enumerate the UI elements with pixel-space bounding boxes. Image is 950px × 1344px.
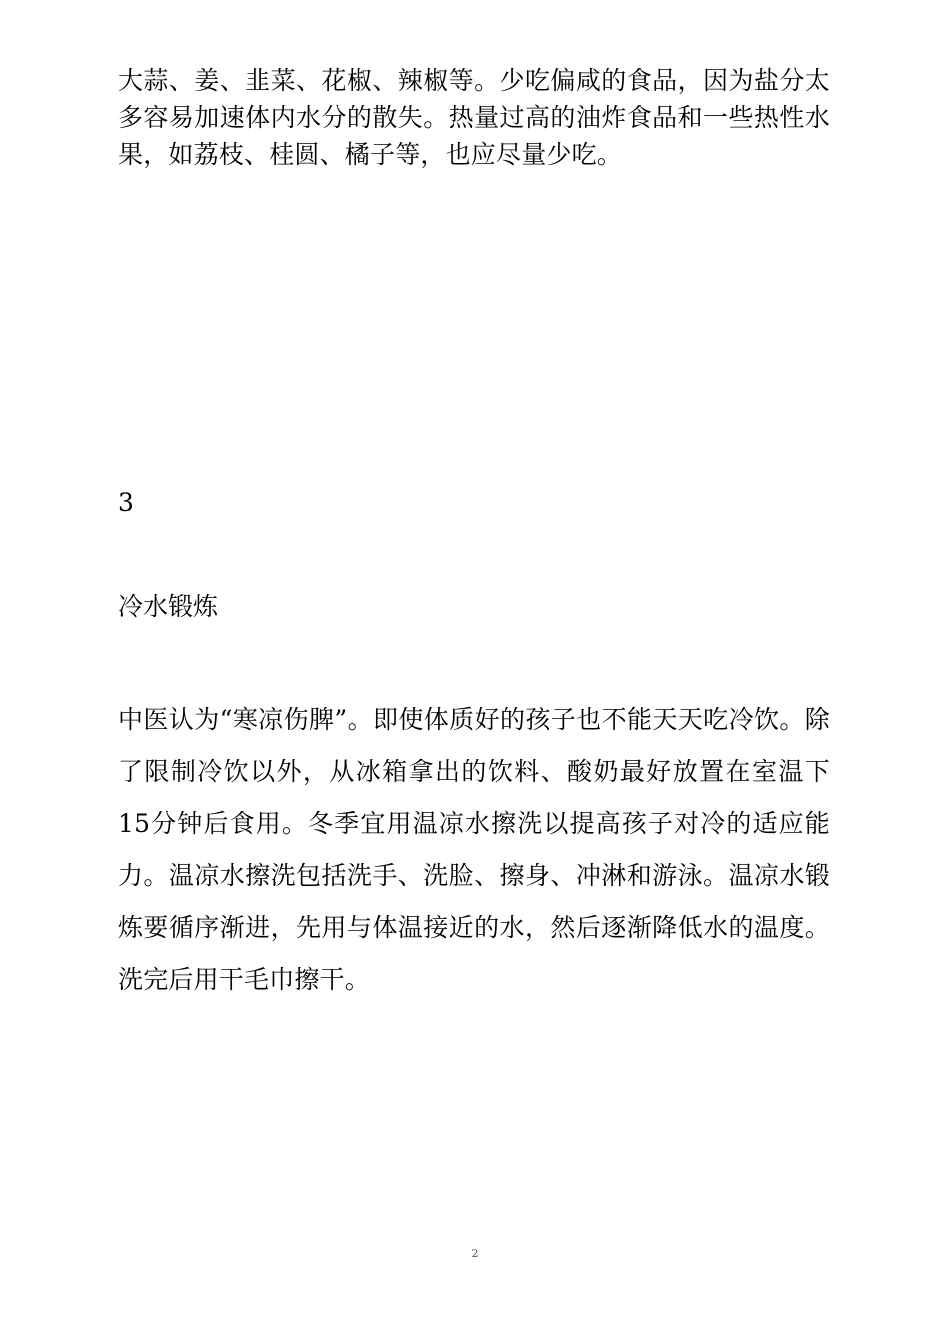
page-number: 2 xyxy=(471,1247,479,1260)
paragraph-top: 大蒜、姜、韭菜、花椒、辣椒等。少吃偏咸的食品，因为盐分太多容易加速体内水分的散失。热量过高的油炸食品和一些热性水果，如荔枝、桂圆、橘子等，也应尽量少吃。 xyxy=(118,66,830,169)
section-heading: 冷水锻炼 xyxy=(118,592,219,621)
paragraph-body: 中医认为“寒凉伤脾”。即使体质好的孩子也不能天天吃冷饮。除了限制冷饮以外，从冰箱拿出的饮料、酸奶最好放置在室温下15分钟后食用。冬季宜用温凉水擦洗以提高孩子对冷的适应能力。温凉水擦洗包括洗手、洗脸、擦身、冲淋和游泳。温凉水锻炼要循序渐进，先用与体温接近的水，然后逐渐降低水的温度。洗完后用干毛巾擦干。 xyxy=(118,705,830,994)
section-number: 3 xyxy=(118,488,134,517)
